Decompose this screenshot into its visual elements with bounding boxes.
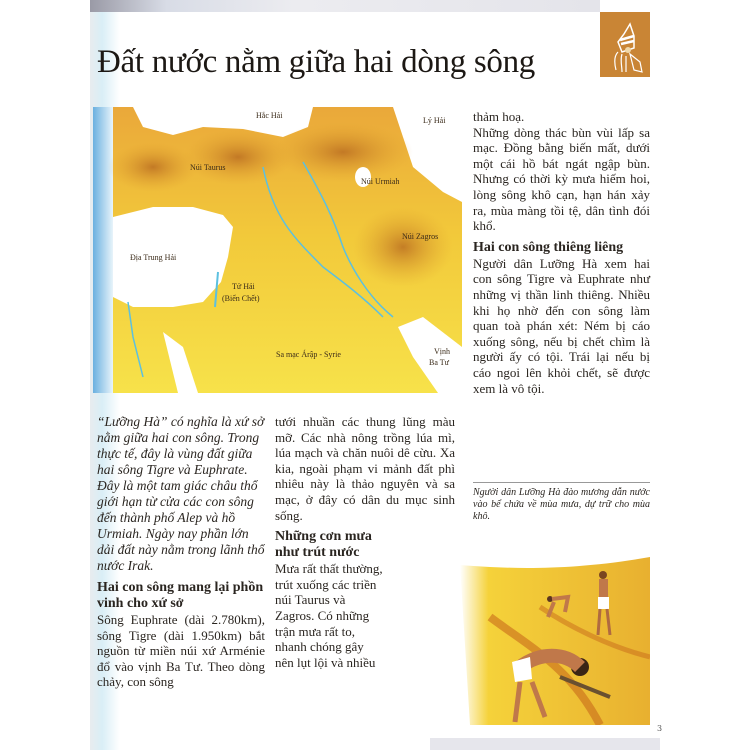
map-label-gulf: Vịnh	[434, 347, 450, 356]
map-label-urmiah: Núi Urmiah	[361, 177, 400, 186]
paragraph: Sông Euphrate (dài 2.780km), sông Tigre (dài 1.950km) bắt nguồn từ miền núi xứ Arménie đổ vào vịnh Ba Tư. Theo dòng chảy, con sông	[97, 612, 265, 690]
section-heading: Những cơn mưa như trút nước	[275, 529, 372, 561]
map-label-dead-sea: Tử Hải	[232, 282, 255, 291]
intro-paragraph: “Lưỡng Hà” có nghĩa là xứ sở nằm giữa hai con sông. Trong thực tế, đây là vùng đất giữa hai sông Tigre và Euphrate. Đây là một tam giác châu thổ giới hạn từ cửa các con sông đến thành phố Alep và hồ Urmiah. Ngày nay phần lớn dải đất này nằm trong lãnh thổ nước Irak.	[97, 414, 265, 573]
right-column	[473, 109, 650, 396]
mesopotamia-map	[93, 107, 462, 393]
scan-bottom-strip	[430, 738, 660, 750]
irrigation-illustration	[450, 557, 650, 725]
paragraph: Người dân Lưỡng Hà xem hai con sông Tigre và Euphrate như những vị thần linh thiêng. Nhiều khi họ nhờ đến con sông làm quan toà phán xét: Ném bị cáo xuống sông, nếu bị chết chìm là người ấy có tội. Trái lại nếu bị cáo ngoi lên khỏi chết, sẽ được xem là vô tội.	[473, 255, 650, 396]
scan-top-strip	[90, 0, 600, 12]
section-heading: Hai con sông mang lại phồn vinh cho xứ sở	[97, 580, 264, 611]
map-label-caspian: Lý Hải	[423, 116, 446, 125]
map-label-black-sea: Hắc Hải	[256, 111, 283, 120]
assyrian-head-icon	[600, 12, 650, 77]
map-label-mediterranean: Địa Trung Hải	[130, 253, 177, 262]
middle-column	[275, 414, 455, 670]
section-heading: Hai con sông thiêng liêng	[473, 239, 624, 255]
page-title: Đất nước nằm giữa hai dòng sông	[97, 44, 536, 80]
map-label-dead-sea-alt: (Biển Chết)	[222, 294, 260, 303]
paragraph: thảm hoạ.	[473, 109, 525, 124]
paragraph: Những dòng thác bùn vùi lấp sa mạc. Đồng bằng biến mất, dưới một cái hồ bát ngát ngập bùn. Nhưng có thời kỳ mưa hiếm hoi, lòng sông khô cạn, hạn hán xảy ra, mùa màng tồi tệ, dân tình đói khổ.	[473, 124, 650, 234]
map-label-zagros: Núi Zagros	[402, 232, 439, 241]
map-label-desert: Sa mạc Árập - Syrie	[276, 350, 341, 359]
map-label-taurus: Núi Taurus	[190, 163, 226, 172]
page-number: 3	[657, 724, 663, 733]
illustration-caption: Người dân Lưỡng Hà đào mương dẫn nước vào bể chứa về mùa mưa, dự trữ cho mùa khô.	[473, 482, 650, 523]
paragraph: tưới nhuần các thung lũng màu mỡ. Các nhà nông trồng lúa mì, lúa mạch và chăn nuôi dê cừu. Xa kia, ngoài phạm vi mảnh đất phì nhiêu này là thảo nguyên và sa mạc, ở đây có dân du mục sinh sống.	[275, 414, 455, 523]
left-column	[97, 414, 265, 690]
map-label-gulf-2: Ba Tư	[429, 358, 449, 367]
paragraph: Mưa rất thất thường, trút xuống các triền núi Taurus và Zagros. Có những trận mưa rất to, nhanh chóng gây nên lụt lội và nhiều	[275, 561, 383, 670]
